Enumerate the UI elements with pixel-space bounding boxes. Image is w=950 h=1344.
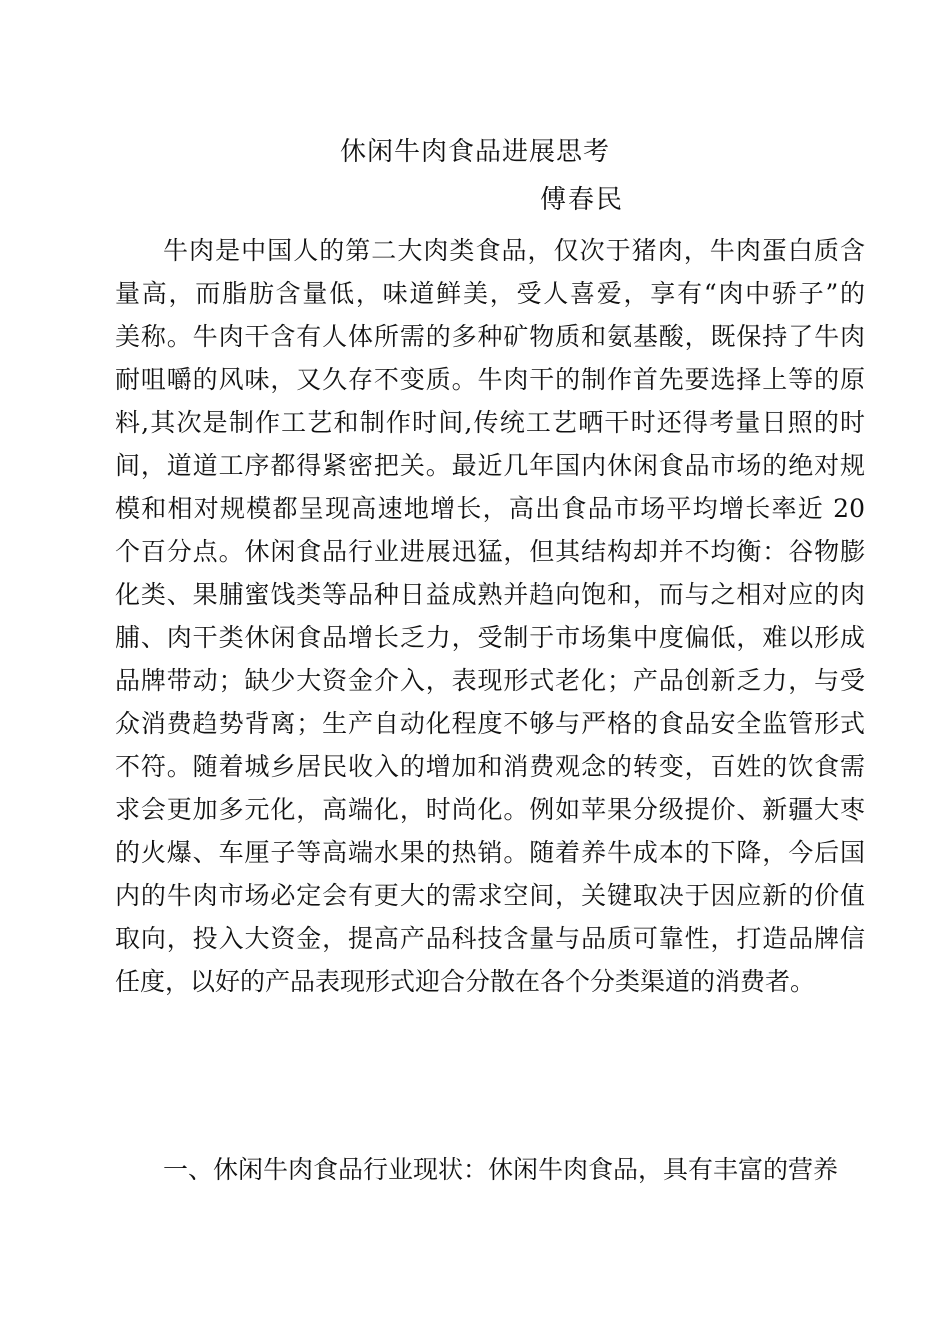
paragraph-line: 取向，投入大资金，提高产品科技含量与品质可靠性，打造品牌信: [115, 924, 865, 953]
paragraph-line: 个百分点。休闲食品行业进展迅猛，但其结构却并不均衡：谷物膨: [115, 537, 865, 566]
paragraph-line: 不符。随着城乡居民收入的增加和消费观念的转变，百姓的饮食需: [115, 752, 865, 781]
author-name: 傅春民: [540, 185, 625, 215]
section-1-heading: [115, 1148, 865, 1191]
paragraph-line: 品牌带动；缺少大资金介入，表现形式老化；产品创新乏力，与受: [115, 666, 865, 695]
document-title: 休闲牛肉食品进展思考: [339, 137, 610, 167]
paragraph-line: 化类、果脯蜜饯类等品种日益成熟并趋向饱和，而与之相对应的肉: [115, 580, 865, 609]
paragraph-line: 求会更加多元化，高端化，时尚化。例如苹果分级提价、新疆大枣: [115, 795, 865, 824]
paragraph-line: 牛肉是中国人的第二大肉类食品，仅次于猪肉，牛肉蛋白质含: [163, 236, 865, 265]
paragraph-line: 内的牛肉市场必定会有更大的需求空间，关键取决于因应新的价值: [115, 881, 865, 910]
paragraph-line: 间，道道工序都得紧密把关。最近几年国内休闲食品市场的绝对规: [115, 451, 865, 480]
paragraph-line: 众消费趋势背离；生产自动化程度不够与严格的食品安全监管形式: [115, 709, 865, 738]
paragraph-line: 料,其次是制作工艺和制作时间,传统工艺晒干时还得考量日照的时: [115, 408, 865, 437]
section-line: 一、休闲牛肉食品行业现状：休闲牛肉食品，具有丰富的营养: [163, 1155, 839, 1184]
paragraph-line: 脯、肉干类休闲食品增长乏力，受制于市场集中度偏低，难以形成: [115, 623, 865, 652]
paragraph-line: 模和相对规模都呈现高速地增长，高出食品市场平均增长率近 20: [115, 494, 865, 523]
paragraph-line: 美称。牛肉干含有人体所需的多种矿物质和氨基酸，既保持了牛肉: [115, 322, 865, 351]
paragraph-1: [115, 229, 865, 1003]
paragraph-line: 任度，以好的产品表现形式迎合分散在各个分类渠道的消费者。: [115, 967, 816, 996]
paragraph-line: 耐咀嚼的风味，又久存不变质。牛肉干的制作首先要选择上等的原: [115, 365, 865, 394]
paragraph-line: 的火爆、车厘子等高端水果的热销。随着养牛成本的下降，今后国: [115, 838, 865, 867]
paragraph-line: 量高，而脂肪含量低，味道鲜美，受人喜爱，享有“肉中骄子”的: [115, 279, 865, 308]
